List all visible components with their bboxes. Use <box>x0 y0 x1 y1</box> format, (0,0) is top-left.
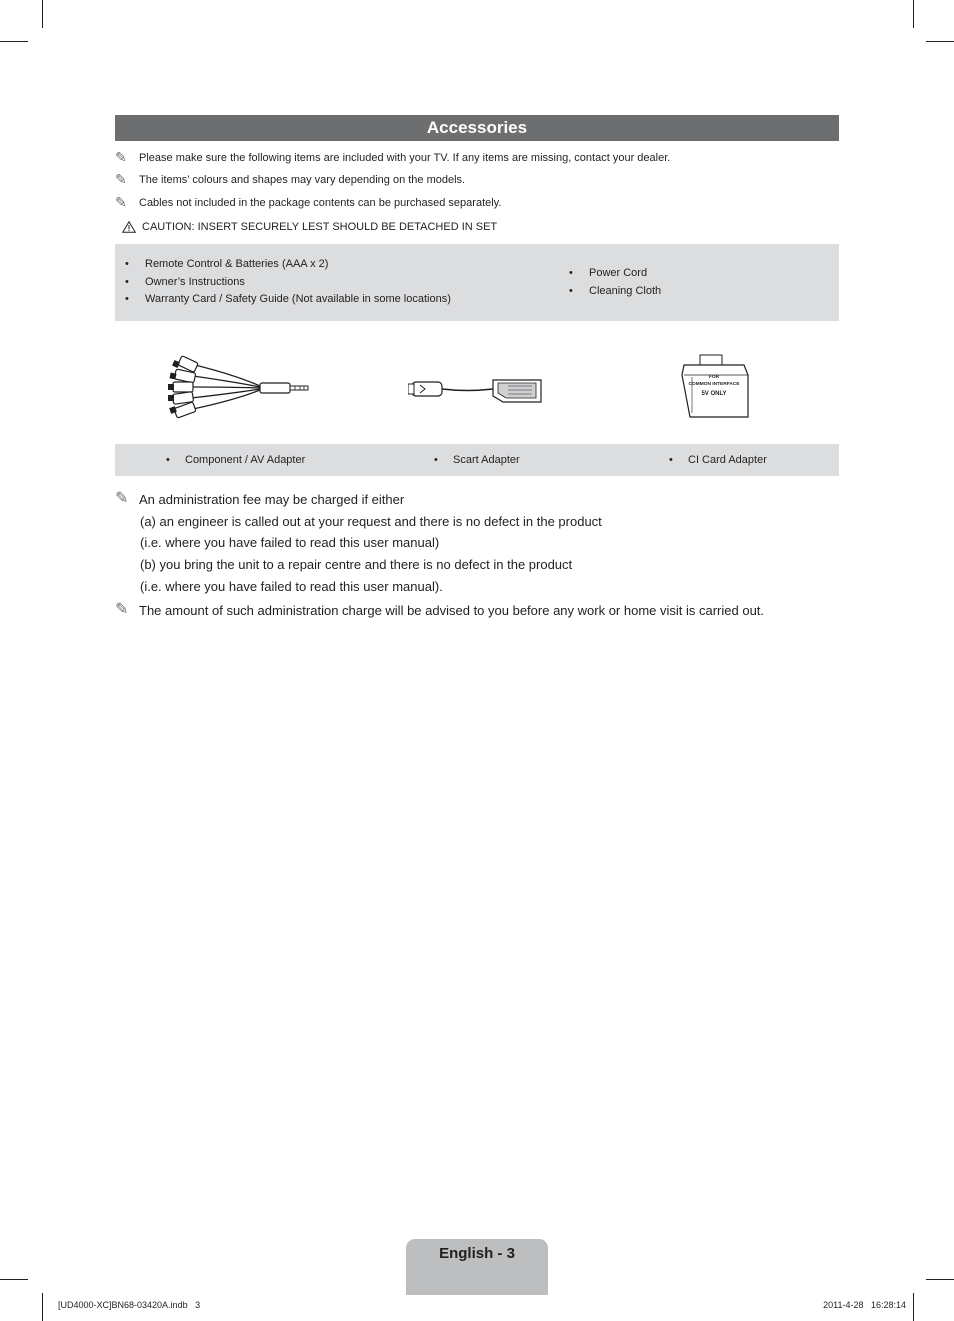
crop-mark <box>913 0 914 28</box>
adapter-label: • Component / AV Adapter <box>166 453 305 467</box>
pencil-note-icon: ✎ <box>115 149 127 165</box>
page-number: English - 3 <box>439 1245 515 1262</box>
crop-mark <box>0 41 28 42</box>
fee-closing: The amount of such administration charge will be advised to you before any work or home visit is carried out. <box>139 603 765 618</box>
list-item: • Warranty Card / Safety Guide (Not available in some locations) <box>125 291 451 309</box>
file-info: [UD4000-XC]BN68-03420A.indb 3 <box>58 1300 201 1310</box>
section-title: Accessories <box>115 115 839 141</box>
note-text: Please make sure the following items are included with your TV. If any items are missing, contact your dealer. <box>139 152 671 164</box>
fee-line: (i.e. where you have failed to read this user manual) <box>140 535 440 550</box>
pencil-note-icon: ✎ <box>115 601 129 618</box>
scart-adapter-illustration <box>408 372 543 414</box>
note-text: The items’ colours and shapes may vary depending on the models. <box>139 174 466 186</box>
ci-card-label <box>678 374 750 388</box>
fee-line: (a) an engineer is called out at your request and there is no defect in the product <box>140 514 602 529</box>
crop-mark <box>926 1279 954 1280</box>
print-timestamp: 2011-4-28 16:28:14 <box>823 1300 906 1310</box>
fee-line: (i.e. where you have failed to read this user manual). <box>140 579 443 594</box>
crop-mark <box>0 1279 28 1280</box>
adapter-label: • Scart Adapter <box>434 453 520 467</box>
caution-text: CAUTION: INSERT SECURELY LEST SHOULD BE DETACHED IN SET <box>142 221 498 233</box>
accessories-list-right <box>569 265 661 300</box>
ci-card-text: COMMON INTERFACE <box>688 382 740 387</box>
fee-note <box>115 492 404 508</box>
crop-mark <box>42 1293 43 1321</box>
pencil-note-icon: ✎ <box>115 490 129 507</box>
pencil-note-icon: ✎ <box>115 171 127 187</box>
page-number-tab <box>406 1239 548 1295</box>
list-item: • Owner’s Instructions <box>125 274 451 292</box>
list-item: • Remote Control & Batteries (AAA x 2) <box>125 256 451 274</box>
accessories-list-left <box>125 256 451 309</box>
list-item: • Cleaning Cloth <box>569 283 661 301</box>
fee-intro: An administration fee may be charged if either <box>139 492 405 507</box>
component-av-adapter-illustration <box>165 355 315 423</box>
accessories-list <box>115 244 839 321</box>
ci-card-voltage: 5V ONLY <box>701 391 727 397</box>
crop-mark <box>926 41 954 42</box>
note-item <box>115 173 465 187</box>
crop-mark <box>42 0 43 28</box>
note-item <box>115 196 501 210</box>
adapter-labels <box>115 444 839 476</box>
fee-line: (b) you bring the unit to a repair centre and there is no defect in the product <box>140 557 573 572</box>
ci-card-text: FOR <box>708 375 720 380</box>
list-item: • Power Cord <box>569 265 661 283</box>
fee-closing-note <box>115 603 764 619</box>
pencil-note-icon: ✎ <box>115 194 127 210</box>
note-text: Cables not included in the package contents can be purchased separately. <box>139 197 502 209</box>
warning-triangle-icon <box>122 221 136 233</box>
caution-note <box>122 220 497 234</box>
crop-mark <box>913 1293 914 1321</box>
adapter-label: • CI Card Adapter <box>669 453 767 467</box>
note-item <box>115 151 670 165</box>
